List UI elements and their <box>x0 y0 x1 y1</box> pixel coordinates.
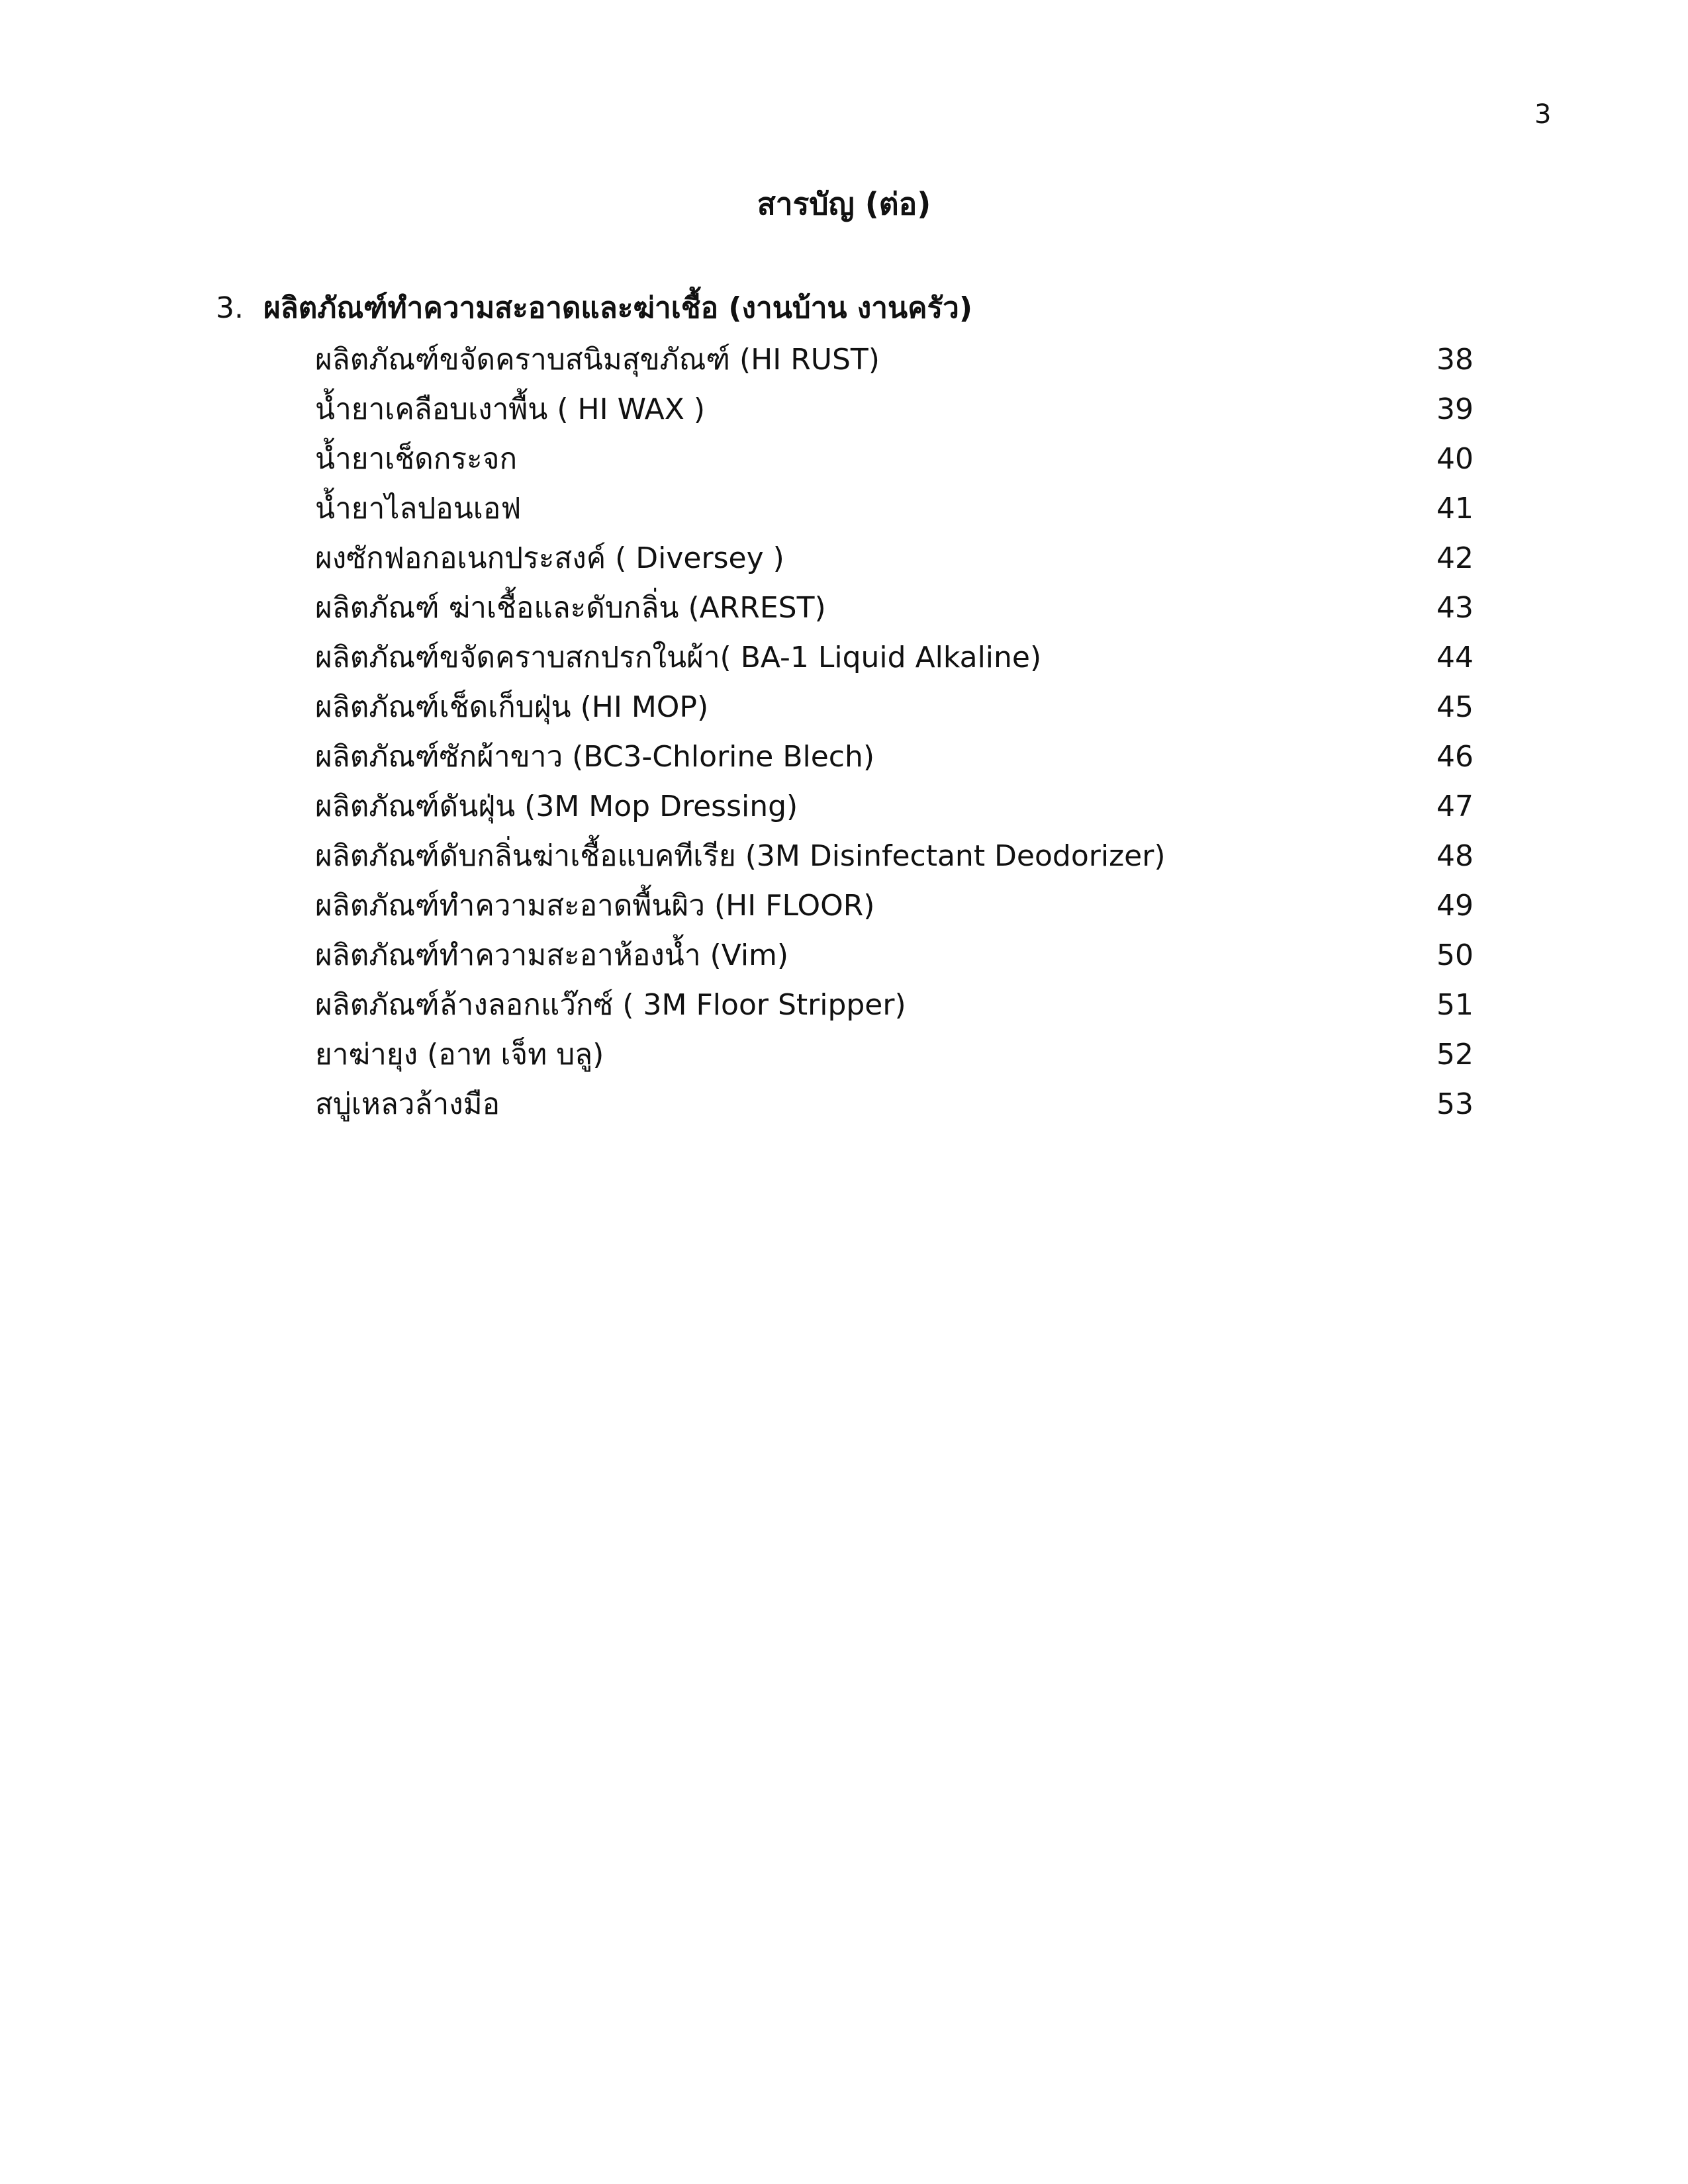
page-title: สารบัญ (ต่อ) <box>757 186 931 222</box>
toc-entry <box>216 484 1474 533</box>
toc-entry <box>216 931 1474 980</box>
toc-entry-label: ผลิตภัณฑ์ซักผ้าขาว (BC3-Chlorine Blech) <box>315 740 875 774</box>
toc-entry-page: 51 <box>1436 988 1474 1022</box>
toc-entry-label: น้ำยาเคลือบเงาพื้น ( HI WAX ) <box>315 392 706 426</box>
toc-entry-label: ผลิตภัณฑ์เช็ดเก็บฝุ่น (HI MOP) <box>315 690 709 724</box>
toc-entry-page: 40 <box>1436 442 1474 476</box>
toc-entry <box>216 732 1474 782</box>
toc-entry-page: 45 <box>1436 690 1474 724</box>
toc-entry <box>216 782 1474 831</box>
toc-entry-page: 43 <box>1436 591 1474 625</box>
toc-entry <box>216 633 1474 682</box>
toc-entry-page: 53 <box>1436 1087 1474 1121</box>
toc-entry-page: 49 <box>1436 889 1474 923</box>
toc-entry-label: ยาฆ่ายุง (อาท เจ็ท บลู) <box>315 1038 604 1071</box>
section-title: ผลิตภัณฑ์ทำความสะอาดและฆ่าเชื้อ (งานบ้าน งานครัว) <box>263 291 972 325</box>
toc-entry <box>216 1030 1474 1079</box>
toc-entry-page: 46 <box>1436 740 1474 774</box>
section-number: 3. <box>216 291 244 325</box>
toc-entry-label: ผลิตภัณฑ์ขจัดคราบสนิมสุขภัณฑ์ (HI RUST) <box>315 343 880 377</box>
toc-section <box>216 285 1474 1129</box>
toc-entry-page: 39 <box>1436 392 1474 426</box>
toc-entry-label: ผลิตภัณฑ์ขจัดคราบสกปรกในผ้า( BA-1 Liquid Alkaline) <box>315 641 1042 674</box>
toc-entry-page: 47 <box>1436 790 1474 823</box>
toc-entry-label: ผลิตภัณฑ์ดับกลิ่นฆ่าเชื้อแบคทีเรีย (3M Disinfectant Deodorizer) <box>315 839 1166 873</box>
toc-entry-page: 50 <box>1436 938 1474 972</box>
toc-entry <box>216 881 1474 931</box>
toc-entry <box>216 583 1474 633</box>
toc-entry <box>216 385 1474 434</box>
toc-entry-page: 48 <box>1436 839 1474 873</box>
toc-entry <box>216 1079 1474 1129</box>
toc-entry-page: 52 <box>1436 1038 1474 1071</box>
toc-entry-label: สบู่เหลวล้างมือ <box>315 1087 500 1121</box>
toc-entry <box>216 533 1474 583</box>
toc-entry <box>216 831 1474 881</box>
toc-entry-page: 44 <box>1436 641 1474 674</box>
toc-entry-label: น้ำยาเช็ดกระจก <box>315 442 518 476</box>
toc-entry-page: 38 <box>1436 343 1474 377</box>
toc-entry-label: ผลิตภัณฑ์ดันฝุ่น (3M Mop Dressing) <box>315 790 798 823</box>
toc-entry-label: ผลิตภัณฑ์ล้างลอกแว๊กซ์ ( 3M Floor Stripper) <box>315 988 906 1022</box>
toc-entry <box>216 682 1474 732</box>
toc-list <box>216 335 1474 1129</box>
toc-entry <box>216 434 1474 484</box>
page-number: 3 <box>1534 99 1552 130</box>
toc-entry-page: 42 <box>1436 541 1474 575</box>
toc-entry-page: 41 <box>1436 492 1474 525</box>
section-heading <box>216 285 1474 328</box>
toc-entry <box>216 335 1474 385</box>
toc-entry-label: ผงซักฟอกอเนกประสงค์ ( Diversey ) <box>315 541 784 575</box>
toc-entry-label: น้ำยาไลปอนเอฟ <box>315 492 522 525</box>
toc-entry-label: ผลิตภัณฑ์ทำความสะอาดพื้นผิว (HI FLOOR) <box>315 889 875 923</box>
toc-entry-label: ผลิตภัณฑ์ ฆ่าเชื้อและดับกลิ่น (ARREST) <box>315 591 826 625</box>
toc-entry <box>216 980 1474 1030</box>
toc-entry-label: ผลิตภัณฑ์ทำความสะอาห้องน้ำ (Vim) <box>315 938 789 972</box>
